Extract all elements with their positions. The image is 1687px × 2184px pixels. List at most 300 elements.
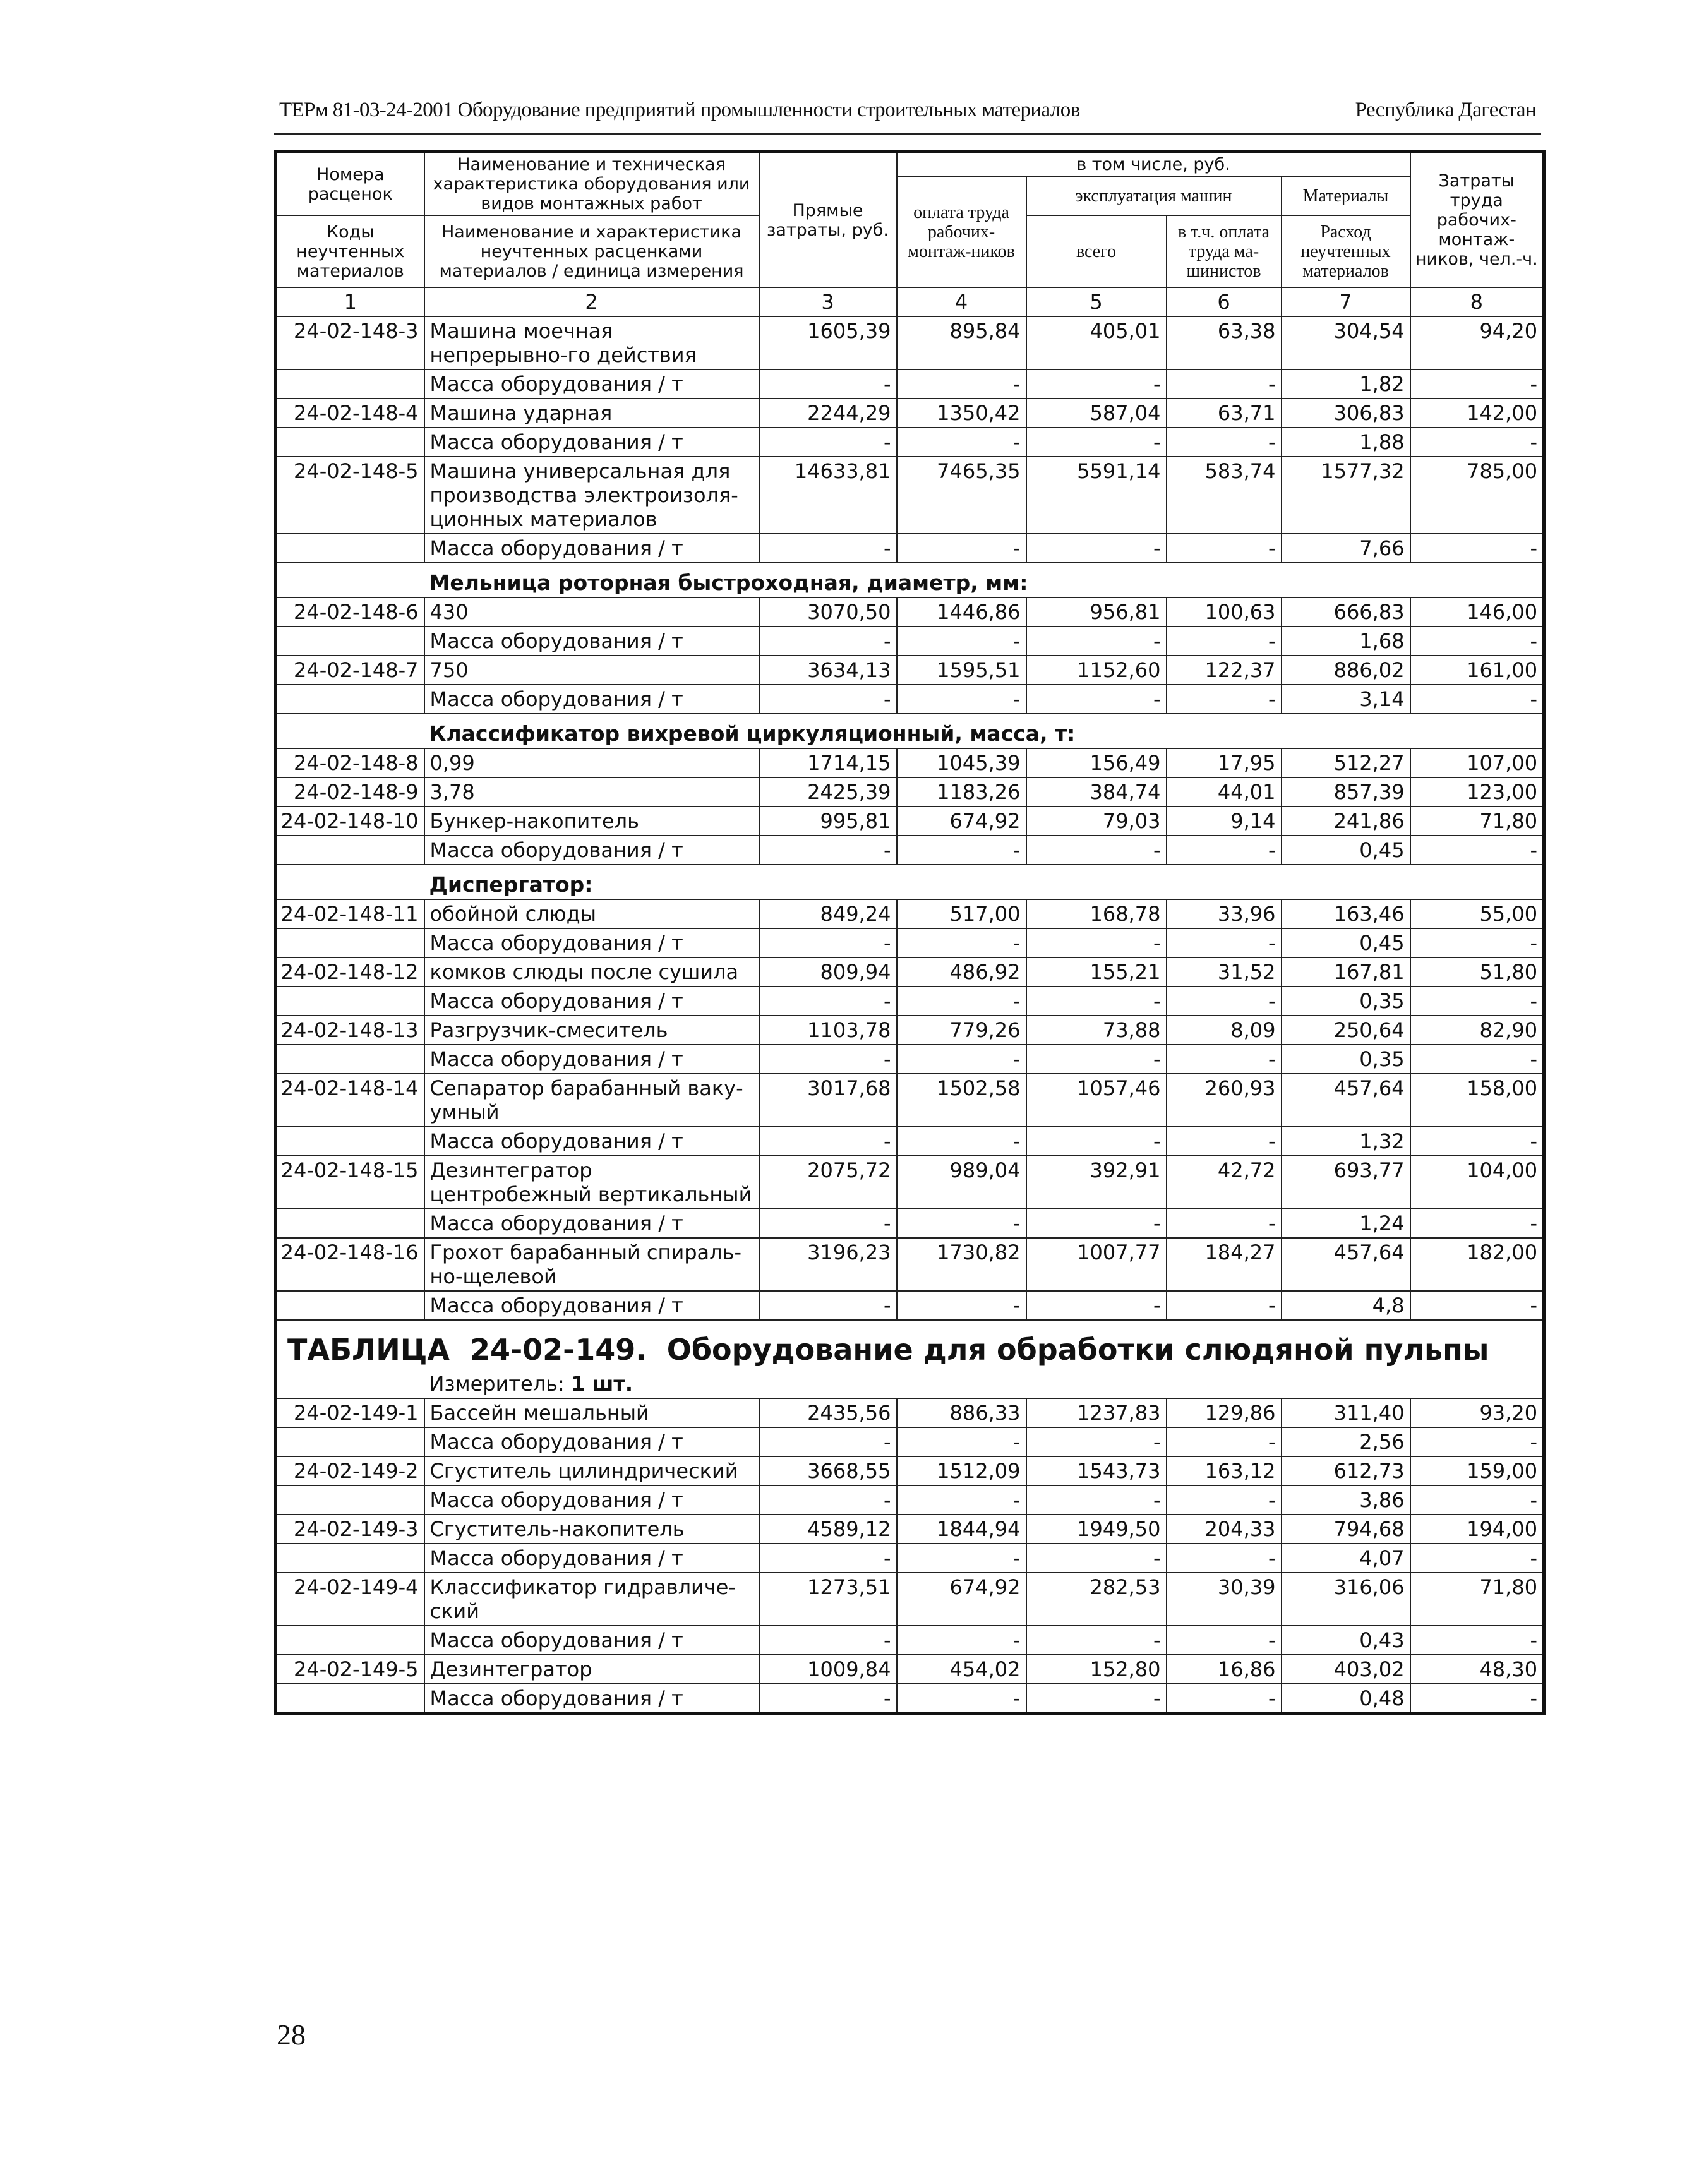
rate-code: 24-02-149-5: [276, 1655, 424, 1684]
table-row: [276, 457, 1544, 534]
labor-hours: -: [1410, 836, 1544, 865]
machines-total: 1057,46: [1026, 1074, 1167, 1127]
machines-total: 282,53: [1026, 1573, 1167, 1626]
machines-total: -: [1026, 928, 1167, 957]
labor-hours: 104,00: [1410, 1156, 1544, 1209]
machines-total: -: [1026, 1544, 1167, 1573]
rate-code: [276, 1127, 424, 1156]
mass-row: [276, 1427, 1544, 1456]
item-name: Масса оборудования / т: [424, 1485, 759, 1515]
item-name: Машина универсальная для производства электроизоля-ционных материалов: [424, 457, 759, 534]
direct-costs: -: [759, 1684, 897, 1714]
machinist-wage: 31,52: [1167, 957, 1282, 987]
labor-hours: -: [1410, 1544, 1544, 1573]
machinist-wage: -: [1167, 1544, 1282, 1573]
item-name: Бассейн мешальный: [424, 1398, 759, 1427]
materials: 7,66: [1282, 534, 1410, 563]
materials: 794,68: [1282, 1515, 1410, 1544]
direct-costs: 1103,78: [759, 1016, 897, 1045]
direct-costs: 2425,39: [759, 777, 897, 807]
head-machinist-wage: в т.ч. оплата труда ма-шинистов: [1167, 215, 1282, 287]
table-row: [276, 1515, 1544, 1544]
direct-costs: 2244,29: [759, 399, 897, 428]
rate-code: 24-02-148-16: [276, 1238, 424, 1291]
materials: 4,8: [1282, 1291, 1410, 1320]
machinist-wage: -: [1167, 1427, 1282, 1456]
wage: 1183,26: [897, 777, 1026, 807]
section-heading: Мельница роторная быстроходная, диаметр, мм:: [424, 563, 1410, 597]
wage: 1844,94: [897, 1515, 1026, 1544]
direct-costs: -: [759, 1427, 897, 1456]
labor-hours: 107,00: [1410, 748, 1544, 777]
machines-total: 73,88: [1026, 1016, 1167, 1045]
rate-code: 24-02-148-9: [276, 777, 424, 807]
wage: -: [897, 1427, 1026, 1456]
materials: 304,54: [1282, 316, 1410, 369]
machines-total: 1007,77: [1026, 1238, 1167, 1291]
labor-hours: 159,00: [1410, 1456, 1544, 1485]
labor-hours: 48,30: [1410, 1655, 1544, 1684]
direct-costs: 3668,55: [759, 1456, 897, 1485]
rate-code: [276, 685, 424, 714]
materials: 666,83: [1282, 597, 1410, 627]
labor-hours: -: [1410, 987, 1544, 1016]
mass-row: [276, 685, 1544, 714]
machinist-wage: 63,71: [1167, 399, 1282, 428]
labor-hours: 158,00: [1410, 1074, 1544, 1127]
head-wage: оплата труда рабочих-монтаж-ников: [897, 176, 1026, 287]
item-name: Классификатор гидравличе-ский: [424, 1573, 759, 1626]
direct-costs: -: [759, 369, 897, 399]
direct-costs: 1714,15: [759, 748, 897, 777]
materials: 0,48: [1282, 1684, 1410, 1714]
mass-row: [276, 534, 1544, 563]
direct-costs: -: [759, 987, 897, 1016]
materials: 457,64: [1282, 1238, 1410, 1291]
wage: -: [897, 836, 1026, 865]
machinist-wage: 44,01: [1167, 777, 1282, 807]
rate-code: [276, 987, 424, 1016]
wage: 674,92: [897, 1573, 1026, 1626]
wage: 989,04: [897, 1156, 1026, 1209]
materials: 163,46: [1282, 899, 1410, 928]
page-number: 28: [277, 2019, 306, 2051]
mass-row: [276, 1127, 1544, 1156]
wage: -: [897, 369, 1026, 399]
rate-code: 24-02-148-15: [276, 1156, 424, 1209]
machines-total: 405,01: [1026, 316, 1167, 369]
machinist-wage: -: [1167, 685, 1282, 714]
direct-costs: -: [759, 1485, 897, 1515]
machines-total: 1949,50: [1026, 1515, 1167, 1544]
wage: -: [897, 1045, 1026, 1074]
section-row: [276, 714, 1544, 748]
table-row: [276, 899, 1544, 928]
rate-code: 24-02-148-12: [276, 957, 424, 987]
machines-total: 168,78: [1026, 899, 1167, 928]
section-spacer: [276, 865, 424, 899]
materials: 167,81: [1282, 957, 1410, 987]
machines-total: 1152,60: [1026, 656, 1167, 685]
labor-hours: -: [1410, 428, 1544, 457]
table-row: [276, 399, 1544, 428]
machinist-wage: -: [1167, 627, 1282, 656]
col-num: 4: [897, 287, 1026, 316]
running-header: [274, 95, 1541, 135]
mass-row: [276, 1045, 1544, 1074]
labor-hours: -: [1410, 1684, 1544, 1714]
column-numbers-row: [276, 287, 1544, 316]
item-name: Масса оборудования / т: [424, 1626, 759, 1655]
labor-hours: 146,00: [1410, 597, 1544, 627]
wage: -: [897, 928, 1026, 957]
wage: -: [897, 1544, 1026, 1573]
mass-row: [276, 928, 1544, 957]
materials: 612,73: [1282, 1456, 1410, 1485]
table-row: [276, 1074, 1544, 1127]
labor-hours: -: [1410, 1209, 1544, 1238]
machinist-wage: 8,09: [1167, 1016, 1282, 1045]
table-row: [276, 1456, 1544, 1485]
direct-costs: 1273,51: [759, 1573, 897, 1626]
measure-value: 1 шт.: [570, 1372, 633, 1396]
head-labor-hours: Затраты труда рабочих-монтаж-ников, чел.-ч.: [1410, 152, 1544, 288]
table-row: [276, 1398, 1544, 1427]
machinist-wage: -: [1167, 369, 1282, 399]
labor-hours: 161,00: [1410, 656, 1544, 685]
rate-code: [276, 1544, 424, 1573]
item-name: Разгрузчик-смеситель: [424, 1016, 759, 1045]
machinist-wage: -: [1167, 1209, 1282, 1238]
machines-total: -: [1026, 1427, 1167, 1456]
item-name: Грохот барабанный спираль-но-щелевой: [424, 1238, 759, 1291]
table-row: [276, 1573, 1544, 1626]
direct-costs: -: [759, 836, 897, 865]
labor-hours: 51,80: [1410, 957, 1544, 987]
col-num: 7: [1282, 287, 1410, 316]
rate-code: 24-02-148-6: [276, 597, 424, 627]
machinist-wage: -: [1167, 428, 1282, 457]
col-num: 8: [1410, 287, 1544, 316]
labor-hours: -: [1410, 1485, 1544, 1515]
direct-costs: -: [759, 1045, 897, 1074]
item-name: Масса оборудования / т: [424, 428, 759, 457]
direct-costs: 995,81: [759, 807, 897, 836]
machines-total: -: [1026, 627, 1167, 656]
machinist-wage: 42,72: [1167, 1156, 1282, 1209]
machines-total: -: [1026, 1209, 1167, 1238]
materials: 457,64: [1282, 1074, 1410, 1127]
head-direct-costs: Прямые затраты, руб.: [759, 152, 897, 288]
rate-code: [276, 369, 424, 399]
mass-row: [276, 1626, 1544, 1655]
col-num: 1: [276, 287, 424, 316]
direct-costs: -: [759, 1127, 897, 1156]
machinist-wage: -: [1167, 836, 1282, 865]
machines-total: 587,04: [1026, 399, 1167, 428]
materials: 403,02: [1282, 1655, 1410, 1684]
materials: 886,02: [1282, 656, 1410, 685]
materials: 1,88: [1282, 428, 1410, 457]
materials: 512,27: [1282, 748, 1410, 777]
materials: 316,06: [1282, 1573, 1410, 1626]
item-name: Сгуститель-накопитель: [424, 1515, 759, 1544]
machines-total: 79,03: [1026, 807, 1167, 836]
item-name: Бункер-накопитель: [424, 807, 759, 836]
machinist-wage: 30,39: [1167, 1573, 1282, 1626]
labor-hours: 71,80: [1410, 807, 1544, 836]
section-row: [276, 563, 1544, 597]
item-name: Дезинтегратор центробежный вертикальный: [424, 1156, 759, 1209]
machines-total: 152,80: [1026, 1655, 1167, 1684]
item-name: 0,99: [424, 748, 759, 777]
materials: 250,64: [1282, 1016, 1410, 1045]
labor-hours: 785,00: [1410, 457, 1544, 534]
wage: -: [897, 1291, 1026, 1320]
wage: 1502,58: [897, 1074, 1026, 1127]
item-name: Масса оборудования / т: [424, 1544, 759, 1573]
header-title: ТЕРм 81-03-24-2001 Оборудование предприятий промышленности строительных материалов: [279, 99, 1080, 121]
machinist-wage: 122,37: [1167, 656, 1282, 685]
item-name: Машина ударная: [424, 399, 759, 428]
direct-costs: 849,24: [759, 899, 897, 928]
rate-code: 24-02-148-8: [276, 748, 424, 777]
labor-hours: 94,20: [1410, 316, 1544, 369]
wage: -: [897, 627, 1026, 656]
head-name: Наименование и техническая характеристика оборудования или видов монтажных работ: [424, 152, 759, 216]
machinist-wage: -: [1167, 534, 1282, 563]
wage: 517,00: [897, 899, 1026, 928]
item-name: Масса оборудования / т: [424, 1684, 759, 1714]
mass-row: [276, 369, 1544, 399]
machines-total: 1543,73: [1026, 1456, 1167, 1485]
col-num: 6: [1167, 287, 1282, 316]
item-name: Машина моечная непрерывно-го действия: [424, 316, 759, 369]
measure-spacer: [276, 1370, 424, 1398]
machines-total: -: [1026, 1045, 1167, 1074]
header-region: Республика Дагестан: [1355, 99, 1536, 121]
rate-code: 24-02-148-7: [276, 656, 424, 685]
machinist-wage: -: [1167, 1291, 1282, 1320]
rate-code: [276, 428, 424, 457]
wage: 454,02: [897, 1655, 1026, 1684]
rate-code: [276, 1209, 424, 1238]
machines-total: -: [1026, 369, 1167, 399]
item-name: Масса оборудования / т: [424, 1045, 759, 1074]
wage: 7465,35: [897, 457, 1026, 534]
labor-hours: 55,00: [1410, 899, 1544, 928]
machines-total: -: [1026, 1626, 1167, 1655]
item-name: обойной слюды: [424, 899, 759, 928]
item-name: Масса оборудования / т: [424, 1209, 759, 1238]
labor-hours: -: [1410, 1427, 1544, 1456]
machinist-wage: 9,14: [1167, 807, 1282, 836]
wage: 1595,51: [897, 656, 1026, 685]
direct-costs: 2435,56: [759, 1398, 897, 1427]
item-name: Масса оборудования / т: [424, 928, 759, 957]
table-row: [276, 1238, 1544, 1291]
machines-total: -: [1026, 1127, 1167, 1156]
mass-row: [276, 627, 1544, 656]
machines-total: -: [1026, 1485, 1167, 1515]
wage: 886,33: [897, 1398, 1026, 1427]
rate-code: [276, 1291, 424, 1320]
materials: 2,56: [1282, 1427, 1410, 1456]
table-row: [276, 656, 1544, 685]
item-name: Масса оборудования / т: [424, 1127, 759, 1156]
wage: -: [897, 1209, 1026, 1238]
labor-hours: -: [1410, 534, 1544, 563]
machines-total: 156,49: [1026, 748, 1167, 777]
rate-code: 24-02-149-3: [276, 1515, 424, 1544]
wage: 779,26: [897, 1016, 1026, 1045]
table-row: [276, 748, 1544, 777]
wage: 486,92: [897, 957, 1026, 987]
wage: 674,92: [897, 807, 1026, 836]
labor-hours: -: [1410, 685, 1544, 714]
materials: 306,83: [1282, 399, 1410, 428]
head-including: в том числе, руб.: [897, 152, 1410, 177]
direct-costs: -: [759, 627, 897, 656]
direct-costs: 809,94: [759, 957, 897, 987]
rate-code: 24-02-148-11: [276, 899, 424, 928]
head-rate-numbers: Номера расценок: [276, 152, 424, 216]
machinist-wage: 33,96: [1167, 899, 1282, 928]
measure-label: Измеритель:: [429, 1372, 571, 1396]
machines-total: 956,81: [1026, 597, 1167, 627]
machines-total: 384,74: [1026, 777, 1167, 807]
measure-row: [276, 1370, 1544, 1398]
machines-total: -: [1026, 1291, 1167, 1320]
materials: 0,43: [1282, 1626, 1410, 1655]
direct-costs: -: [759, 685, 897, 714]
rate-code: [276, 534, 424, 563]
rate-code: [276, 1427, 424, 1456]
wage: 1730,82: [897, 1238, 1026, 1291]
col-num: 2: [424, 287, 759, 316]
materials: 0,35: [1282, 1045, 1410, 1074]
direct-costs: 3070,50: [759, 597, 897, 627]
item-name: Дезинтегратор: [424, 1655, 759, 1684]
materials: 0,45: [1282, 836, 1410, 865]
machines-total: 1237,83: [1026, 1398, 1167, 1427]
machines-total: 155,21: [1026, 957, 1167, 987]
machines-total: -: [1026, 1684, 1167, 1714]
table-row: [276, 777, 1544, 807]
materials: 1,24: [1282, 1209, 1410, 1238]
section-spacer: [1410, 714, 1544, 748]
labor-hours: 194,00: [1410, 1515, 1544, 1544]
section-row: [276, 865, 1544, 899]
item-name: комков слюды после сушила: [424, 957, 759, 987]
machinist-wage: -: [1167, 1045, 1282, 1074]
materials: 3,14: [1282, 685, 1410, 714]
direct-costs: 3634,13: [759, 656, 897, 685]
materials: 241,86: [1282, 807, 1410, 836]
rate-code: [276, 1684, 424, 1714]
labor-hours: 182,00: [1410, 1238, 1544, 1291]
price-table: [274, 150, 1546, 1715]
direct-costs: -: [759, 1291, 897, 1320]
item-name: 3,78: [424, 777, 759, 807]
machinist-wage: 260,93: [1167, 1074, 1282, 1127]
wage: 1446,86: [897, 597, 1026, 627]
wage: -: [897, 987, 1026, 1016]
rate-code: [276, 1626, 424, 1655]
direct-costs: -: [759, 534, 897, 563]
item-name: Масса оборудования / т: [424, 987, 759, 1016]
machines-total: -: [1026, 428, 1167, 457]
table-title: ТАБЛИЦА 24-02-149. Оборудование для обработки слюдяной пульпы: [276, 1320, 1544, 1370]
materials: 311,40: [1282, 1398, 1410, 1427]
machines-total: -: [1026, 685, 1167, 714]
machinist-wage: -: [1167, 1485, 1282, 1515]
materials: 1,68: [1282, 627, 1410, 656]
machinist-wage: -: [1167, 1626, 1282, 1655]
measure-spacer: [1410, 1370, 1544, 1398]
machines-total: -: [1026, 534, 1167, 563]
wage: 895,84: [897, 316, 1026, 369]
materials: 0,35: [1282, 987, 1410, 1016]
direct-costs: 3196,23: [759, 1238, 897, 1291]
table-row: [276, 1655, 1544, 1684]
machinist-wage: 16,86: [1167, 1655, 1282, 1684]
rate-code: [276, 928, 424, 957]
rate-code: 24-02-148-4: [276, 399, 424, 428]
head-material-names: Наименование и характеристика неучтенных расценками материалов / единица измерения: [424, 215, 759, 287]
section-spacer: [276, 714, 424, 748]
materials: 1,82: [1282, 369, 1410, 399]
labor-hours: -: [1410, 1127, 1544, 1156]
labor-hours: 123,00: [1410, 777, 1544, 807]
section-spacer: [276, 563, 424, 597]
head-materials: Материалы: [1282, 176, 1410, 215]
rate-code: 24-02-149-1: [276, 1398, 424, 1427]
item-name: 430: [424, 597, 759, 627]
item-name: Масса оборудования / т: [424, 369, 759, 399]
section-spacer: [1410, 865, 1544, 899]
machinist-wage: -: [1167, 1127, 1282, 1156]
wage: 1045,39: [897, 748, 1026, 777]
rate-code: 24-02-148-3: [276, 316, 424, 369]
rate-code: [276, 627, 424, 656]
materials: 1577,32: [1282, 457, 1410, 534]
direct-costs: 3017,68: [759, 1074, 897, 1127]
rate-code: 24-02-149-4: [276, 1573, 424, 1626]
labor-hours: -: [1410, 369, 1544, 399]
direct-costs: 14633,81: [759, 457, 897, 534]
machinist-wage: -: [1167, 928, 1282, 957]
labor-hours: 93,20: [1410, 1398, 1544, 1427]
section-heading: Диспергатор:: [424, 865, 1410, 899]
direct-costs: -: [759, 928, 897, 957]
item-name: Масса оборудования / т: [424, 685, 759, 714]
table-row: [276, 597, 1544, 627]
materials: 693,77: [1282, 1156, 1410, 1209]
wage: 1350,42: [897, 399, 1026, 428]
table-row: [276, 316, 1544, 369]
head-unaccounted-materials: Расход неучтенных материалов: [1282, 215, 1410, 287]
item-name: Сгуститель цилиндрический: [424, 1456, 759, 1485]
item-name: Масса оборудования / т: [424, 534, 759, 563]
rate-code: 24-02-148-10: [276, 807, 424, 836]
mass-row: [276, 1544, 1544, 1573]
machinist-wage: 163,12: [1167, 1456, 1282, 1485]
mass-row: [276, 836, 1544, 865]
labor-hours: -: [1410, 1045, 1544, 1074]
mass-row: [276, 987, 1544, 1016]
materials: 1,32: [1282, 1127, 1410, 1156]
